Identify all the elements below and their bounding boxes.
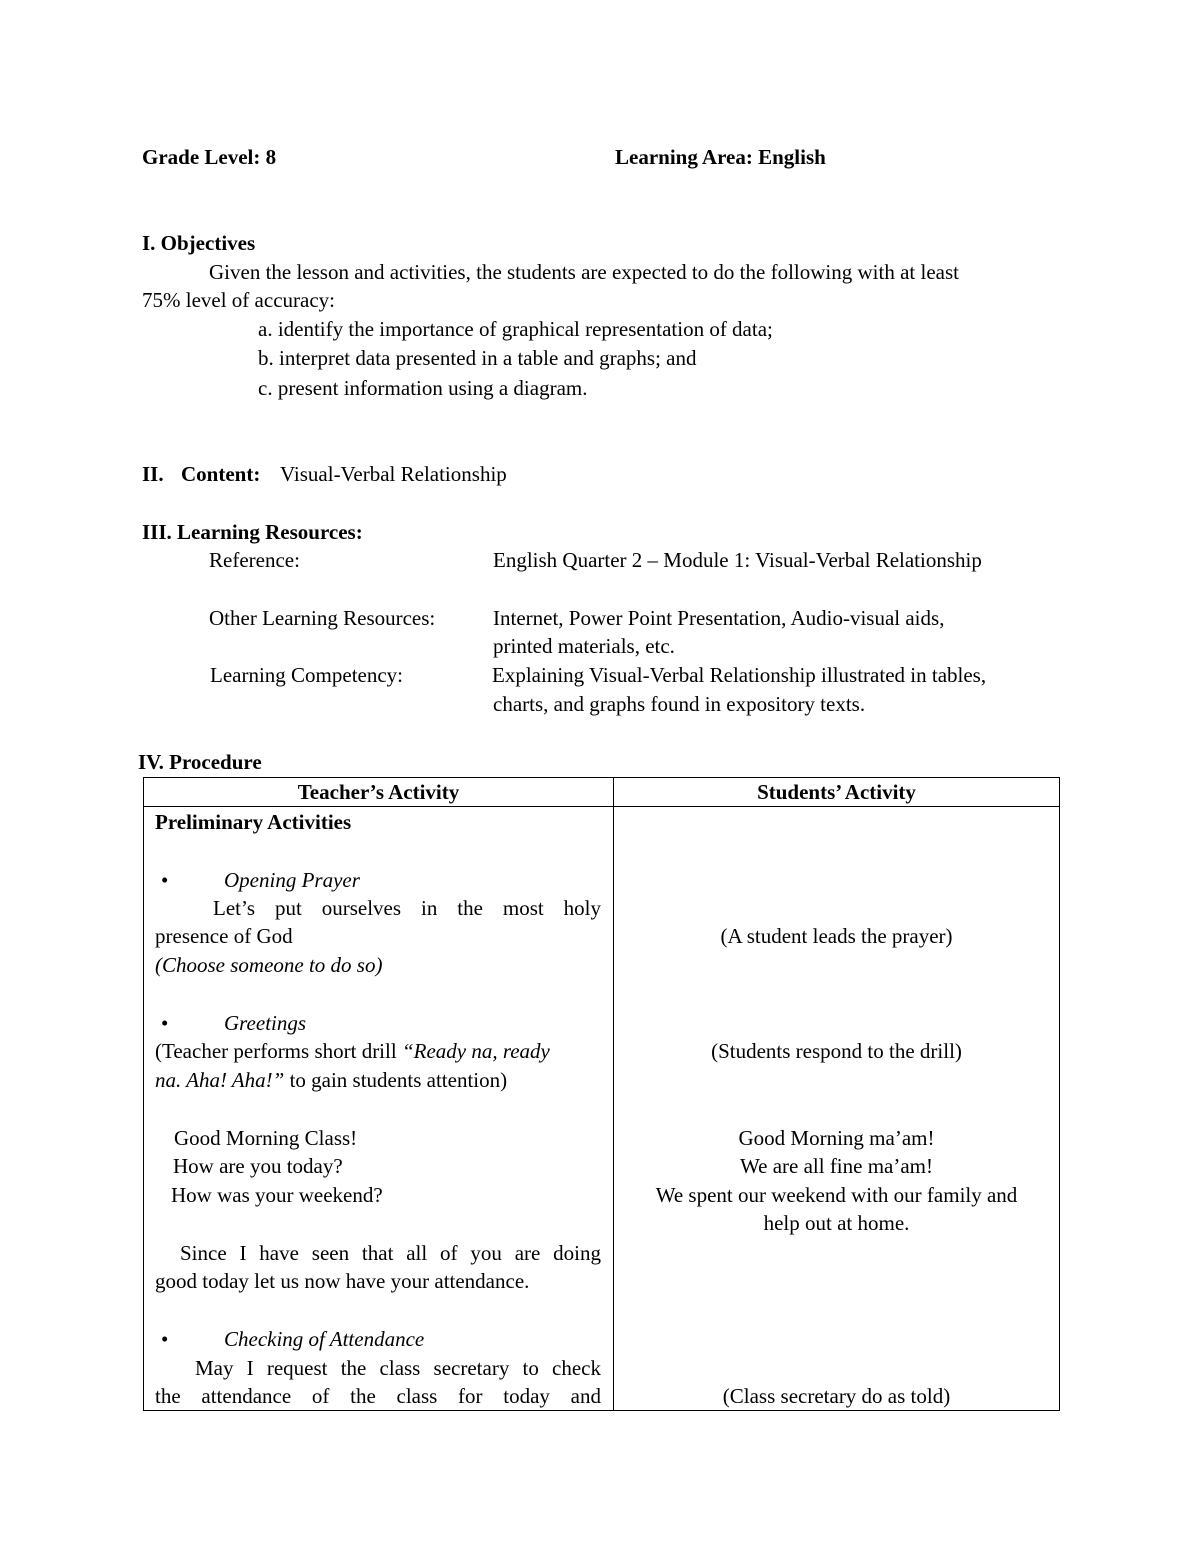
student-secretary-response: (Class secretary do as told) bbox=[722, 1384, 951, 1408]
objective-item-b: b. interpret data presented in a table and graphs; and bbox=[258, 346, 697, 370]
students-activity-cell bbox=[614, 807, 1060, 1411]
since-line1: Since I have seen that all of you are doing bbox=[180, 1241, 601, 1265]
preliminary-activities-heading: Preliminary Activities bbox=[155, 810, 352, 834]
objectives-intro-line2: 75% level of accuracy: bbox=[142, 288, 335, 312]
drill-text-c: na. Aha! Aha!” bbox=[155, 1068, 285, 1092]
prayer-line2: presence of God bbox=[155, 924, 293, 948]
bullet-icon: • bbox=[161, 868, 169, 892]
student-greeting-response4: help out at home. bbox=[763, 1211, 910, 1235]
objective-item-a: a. identify the importance of graphical representation of data; bbox=[258, 317, 773, 341]
competency-label: Learning Competency: bbox=[210, 663, 404, 687]
reference-label: Reference: bbox=[209, 548, 300, 572]
table-row bbox=[144, 807, 1060, 1411]
reference-value: English Quarter 2 – Module 1: Visual-Verbal Relationship bbox=[493, 548, 982, 572]
student-greeting-response1: Good Morning ma’am! bbox=[738, 1126, 935, 1150]
procedure-heading: IV. Procedure bbox=[138, 750, 262, 774]
drill-line1 bbox=[155, 1037, 550, 1065]
objectives-intro-line1: Given the lesson and activities, the students are expected to do the following with at least bbox=[209, 260, 959, 284]
other-resources-line2: printed materials, etc. bbox=[493, 634, 675, 658]
content-value: Visual-Verbal Relationship bbox=[280, 462, 507, 486]
drill-text-a: (Teacher performs short drill bbox=[155, 1039, 402, 1063]
resources-heading: III. Learning Resources: bbox=[142, 520, 363, 544]
competency-line2: charts, and graphs found in expository texts. bbox=[493, 692, 866, 716]
teacher-activity-cell bbox=[144, 807, 614, 1411]
column-header-students: Students’ Activity bbox=[614, 778, 1060, 807]
content-heading: Content: bbox=[181, 462, 261, 486]
other-resources-label: Other Learning Resources: bbox=[209, 606, 436, 630]
drill-text-b: “Ready na, ready bbox=[401, 1039, 550, 1063]
prayer-line1: Let’s put ourselves in the most holy bbox=[213, 896, 601, 920]
objective-item-c: c. present information using a diagram. bbox=[258, 376, 588, 400]
student-greeting-response2: We are all fine ma’am! bbox=[739, 1154, 934, 1178]
grade-level: Grade Level: 8 bbox=[142, 145, 277, 169]
bullet-icon: • bbox=[161, 1011, 169, 1035]
procedure-table bbox=[143, 777, 1060, 1411]
table-header-row bbox=[144, 778, 1060, 807]
drill-text-d: to gain students attention) bbox=[284, 1068, 508, 1092]
greeting-line3: How was your weekend? bbox=[171, 1183, 383, 1207]
other-resources-line1: Internet, Power Point Presentation, Audio-visual aids, bbox=[493, 606, 945, 630]
student-drill-response: (Students respond to the drill) bbox=[711, 1039, 962, 1063]
since-line2: good today let us now have your attendance. bbox=[155, 1269, 530, 1293]
opening-prayer-title: Opening Prayer bbox=[224, 868, 360, 892]
student-greeting-response3: We spent our weekend with our family and bbox=[655, 1183, 1018, 1207]
learning-area: Learning Area: English bbox=[615, 145, 826, 169]
student-prayer-response: (A student leads the prayer) bbox=[720, 924, 953, 948]
greeting-line1: Good Morning Class! bbox=[174, 1126, 358, 1150]
column-header-teacher: Teacher’s Activity bbox=[144, 778, 614, 807]
attendance-line1: May I request the class secretary to check bbox=[195, 1356, 601, 1380]
content-heading-number: II. bbox=[142, 462, 164, 486]
competency-line1: Explaining Visual-Verbal Relationship illustrated in tables, bbox=[492, 663, 987, 687]
attendance-line2: the attendance of the class for today and bbox=[155, 1384, 601, 1408]
checking-attendance-title: Checking of Attendance bbox=[224, 1327, 425, 1351]
greeting-line2: How are you today? bbox=[173, 1154, 343, 1178]
greetings-title: Greetings bbox=[224, 1011, 307, 1035]
bullet-icon: • bbox=[161, 1327, 169, 1351]
drill-line2 bbox=[155, 1066, 507, 1094]
prayer-note: (Choose someone to do so) bbox=[155, 953, 383, 977]
objectives-heading: I. Objectives bbox=[142, 231, 256, 255]
